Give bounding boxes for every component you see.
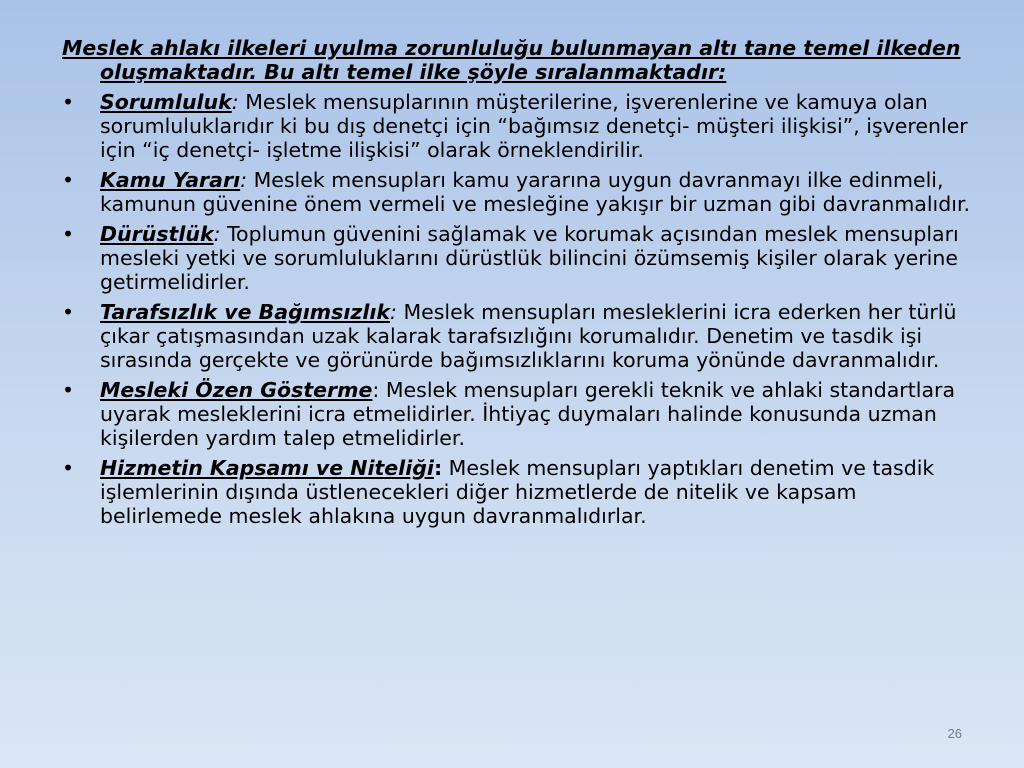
term-label: Hizmetin Kapsamı ve Niteliği xyxy=(100,456,434,480)
list-item-tarafsizlik xyxy=(62,300,972,372)
term-label: Kamu Yararı xyxy=(100,168,241,192)
item-text: Toplumun güvenini sağlamak ve korumak açısından meslek mensupları mesleki yetki ve sorumluluklarını dürüstlük bilincini özümsemiş kişiler olarak yerine getirmelidirler. xyxy=(100,222,959,294)
bullet-icon: • xyxy=(62,300,75,324)
list-item-sorumluluk xyxy=(62,90,972,162)
list-item-kamu-yarari xyxy=(62,168,972,216)
slide-content xyxy=(62,36,972,534)
item-text: Meslek mensupları gerekli teknik ve ahlaki standartlara uyarak mesleklerini icra etmelidirler. İhtiyaç duymaları halinde konusunda uzman kişilerden yardım talep etmelidirler. xyxy=(100,378,956,450)
list-item-mesleki-ozen xyxy=(62,378,972,450)
bullet-icon: • xyxy=(62,90,75,114)
bullet-icon: • xyxy=(62,168,75,192)
principles-list xyxy=(62,90,972,528)
term-label: Tarafsızlık ve Bağımsızlık xyxy=(100,300,391,324)
bullet-icon: • xyxy=(62,378,75,402)
item-text: Meslek mensupları kamu yararına uygun davranmayı ilke edinmeli, kamunun güvenine önem vermeli ve mesleğine yakışır bir uzman gibi davranmalıdır. xyxy=(100,168,971,216)
intro-paragraph: Meslek ahlakı ilkeleri uyulma zorunluluğu bulunmayan altı tane temel ilkeden oluşmaktadır. Bu altı temel ilke şöyle sıralanmaktadır: xyxy=(62,36,961,84)
term-label: Mesleki Özen Gösterme xyxy=(100,378,373,402)
bullet-icon: • xyxy=(62,222,75,246)
term-separator: : xyxy=(390,300,397,324)
term-separator: : xyxy=(240,168,248,192)
term-separator: : xyxy=(433,456,443,480)
term-separator: : xyxy=(213,222,221,246)
list-item-durustluk xyxy=(62,222,972,294)
page-number: 26 xyxy=(947,726,962,741)
item-text: Meslek mensupları mesleklerini icra ederken her türlü çıkar çatışmasından uzak kalarak tarafsızlığını korumalıdır. Denetim ve tasdik işi sırasında gerçekte ve görünürde bağımsızlıklarını koruma yönünde davranmalıdır. xyxy=(100,300,957,372)
item-text: Meslek mensuplarının müşterilerine, işverenlerine ve kamuya olan sorumluluklarıdır ki bu dış denetçi için “bağımsız denetçi- müşteri ilişkisi”, işverenler için “iç denetçi- işletme ilişkisi” olarak örneklendirilir. xyxy=(100,90,968,162)
list-item-hizmetin-kapsami xyxy=(62,456,972,528)
bullet-icon: • xyxy=(62,456,75,480)
term-separator: : xyxy=(231,90,239,114)
term-label: Sorumluluk xyxy=(100,90,232,114)
term-label: Dürüstlük xyxy=(100,222,214,246)
item-text: Meslek mensupları yaptıkları denetim ve tasdik işlemlerinin dışında üstlenecekleri diğer hizmetlerde de nitelik ve kapsam belirlemede meslek ahlakına uygun davranmalıdırlar. xyxy=(100,456,935,528)
term-separator: : xyxy=(372,378,380,402)
